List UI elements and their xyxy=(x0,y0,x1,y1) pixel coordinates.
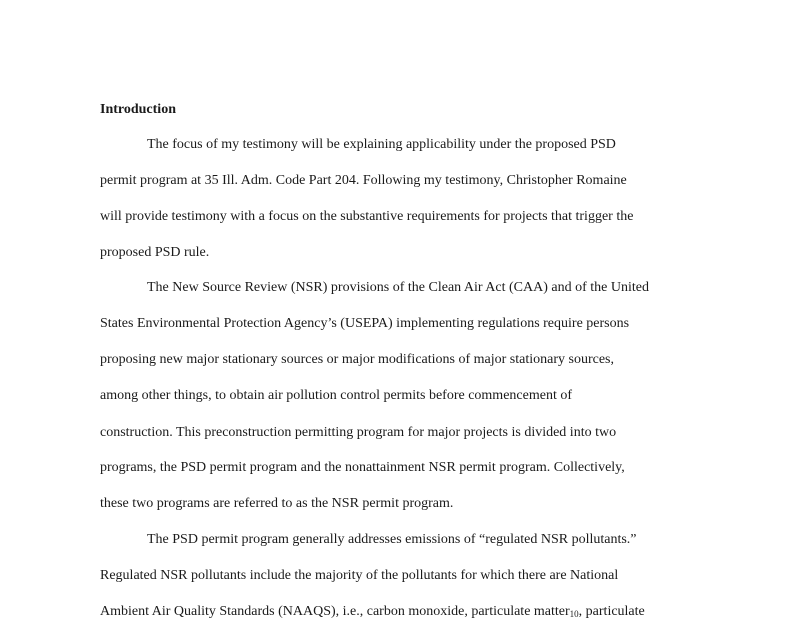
paragraph-line: States Environmental Protection Agency’s (USEPA) implementing regulations require persons xyxy=(100,316,630,331)
paragraph-line: among other things, to obtain air pollution control permits before commencement of xyxy=(100,388,572,403)
line-text: Ambient Air Quality Standards (NAAQS), i.e., carbon monoxide, particulate matter xyxy=(100,604,570,618)
paragraph-line: Regulated NSR pollutants include the majority of the pollutants for which there are National xyxy=(100,568,619,583)
paragraph-line: will provide testimony with a focus on the substantive requirements for projects that trigger the xyxy=(100,209,634,224)
paragraph-line: these two programs are referred to as the NSR permit program. xyxy=(100,496,454,511)
paragraph-line: construction. This preconstruction permitting program for major projects is divided into two xyxy=(100,425,617,440)
paragraph-line: proposing new major stationary sources or major modifications of major stationary sources, xyxy=(100,352,614,367)
section-heading: Introduction xyxy=(100,102,176,117)
paragraph-line: The PSD permit program generally addresses emissions of “regulated NSR pollutants.” xyxy=(147,532,637,547)
paragraph-line: The focus of my testimony will be explaining applicability under the proposed PSD xyxy=(147,137,616,152)
paragraph-line: proposed PSD rule. xyxy=(100,245,210,260)
subscript: 10 xyxy=(569,609,579,618)
line-text-tail: , particulate xyxy=(578,604,645,618)
paragraph-line: The New Source Review (NSR) provisions of the Clean Air Act (CAA) and of the United xyxy=(147,280,649,295)
paragraph-line: programs, the PSD permit program and the nonattainment NSR permit program. Collectively, xyxy=(100,460,625,475)
paragraph-line: permit program at 35 Ill. Adm. Code Part 204. Following my testimony, Christopher Romaine xyxy=(100,173,627,188)
paragraph-line-last xyxy=(100,603,645,618)
